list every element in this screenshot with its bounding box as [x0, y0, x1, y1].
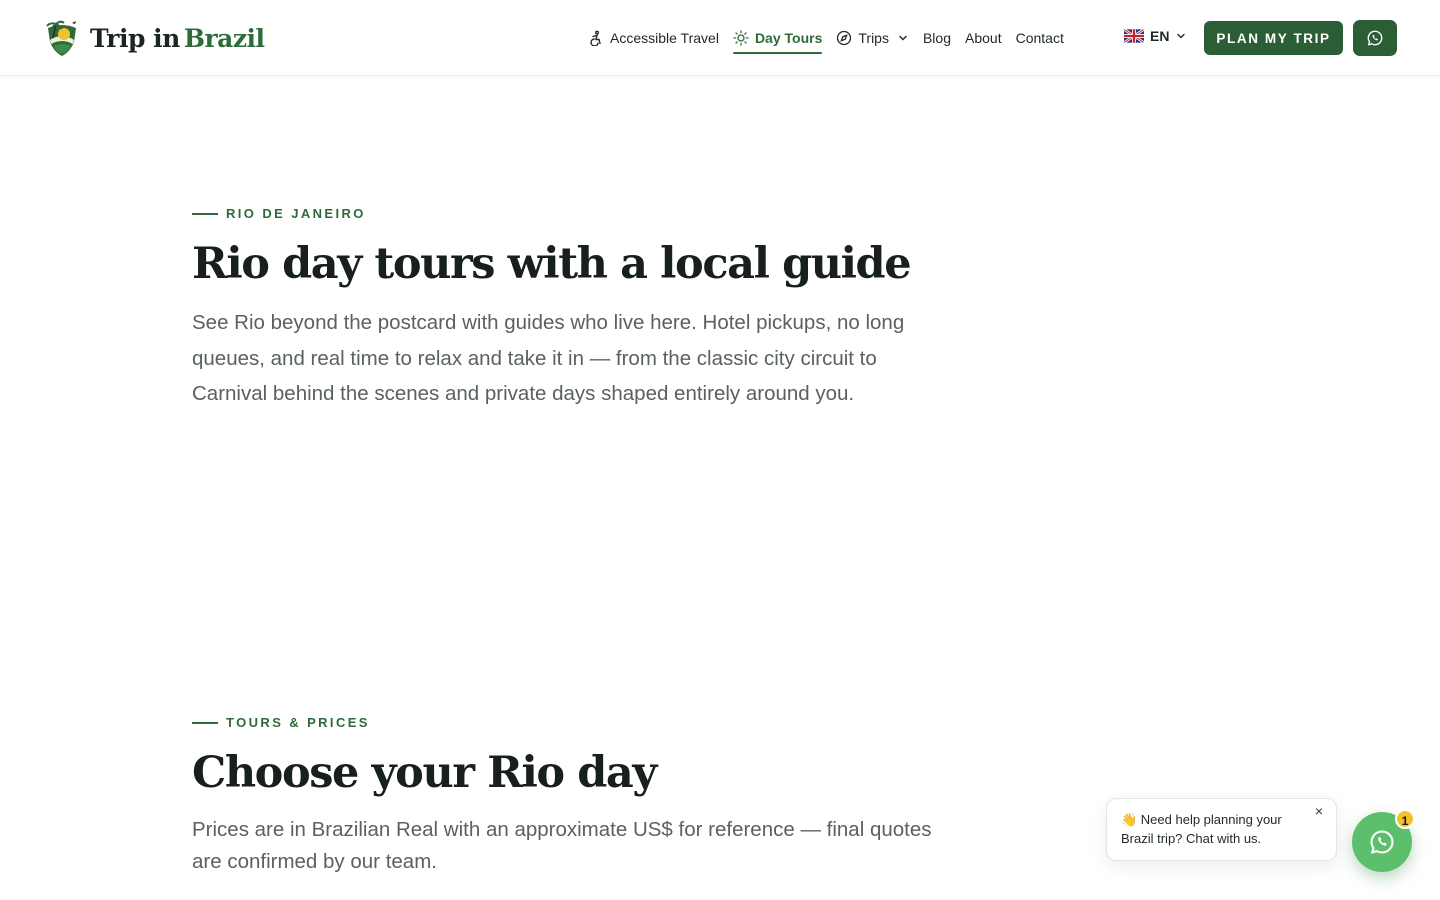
- nav-item-label: About: [965, 30, 1002, 46]
- hero-eyebrow-text: RIO DE JANEIRO: [226, 206, 366, 221]
- accessibility-icon: [588, 30, 604, 46]
- tours-title: Choose your Rio day: [192, 748, 656, 798]
- hero-lead: [192, 305, 1012, 412]
- nav-item-label: Day Tours: [754, 30, 823, 46]
- language-selector[interactable]: [1124, 28, 1187, 44]
- hero-lead-line: See Rio beyond the postcard with guides who live here. Hotel pickups, no long: [192, 311, 905, 334]
- site-header: [0, 0, 1440, 76]
- whatsapp-icon: [1366, 29, 1384, 47]
- chevron-down-icon: [1175, 30, 1187, 42]
- compass-icon: [836, 30, 852, 46]
- sun-icon: [733, 30, 749, 46]
- hero-lead-line: queues, and real time to relax and take it in — from the classic city circuit to: [192, 346, 877, 370]
- chat-prompt-line: 👋 Need help planning your: [1121, 812, 1282, 827]
- nav-item-label: Trips: [858, 30, 889, 46]
- brand-name: [90, 24, 265, 53]
- whatsapp-header-button[interactable]: [1353, 20, 1397, 56]
- eyebrow-line: [192, 722, 218, 724]
- language-code: EN: [1150, 28, 1170, 44]
- hero-lead-line: Carnival behind the scenes and private days shaped entirely around you.: [192, 382, 855, 405]
- tours-eyebrow-text: TOURS & PRICES: [226, 715, 370, 730]
- chat-prompt-card[interactable]: [1106, 798, 1337, 861]
- tours-eyebrow: [192, 715, 1012, 730]
- chat-prompt-line: Brazil trip? Chat with us.: [1121, 830, 1262, 846]
- tours-section: [192, 715, 1012, 878]
- hero-title: Rio day tours with a local guide: [192, 239, 911, 289]
- main-nav: [588, 26, 1078, 50]
- chat-close-button[interactable]: ×: [1314, 803, 1324, 819]
- uk-flag-icon: [1124, 29, 1144, 43]
- hero-section: [192, 206, 1012, 412]
- nav-item-trips[interactable]: [836, 26, 909, 50]
- nav-item-contact[interactable]: [1016, 26, 1064, 50]
- nav-item-day-tours[interactable]: [733, 26, 822, 50]
- nav-item-blog[interactable]: [923, 26, 951, 50]
- brand-logo[interactable]: [44, 18, 265, 58]
- hero-eyebrow: [192, 206, 1012, 221]
- tours-lead-line: are confirmed by our team.: [192, 850, 437, 873]
- chevron-down-icon: [897, 32, 909, 44]
- nav-item-label: Accessible Travel: [610, 30, 719, 46]
- brand-name-part1: Trip in: [90, 23, 180, 53]
- plan-my-trip-button[interactable]: PLAN MY TRIP: [1204, 21, 1343, 55]
- tours-lead: [192, 814, 1012, 878]
- tours-lead-line: Prices are in Brazilian Real with an approximate US$ for reference — final quotes: [192, 818, 932, 841]
- nav-item-label: Contact: [1015, 30, 1064, 46]
- nav-item-about[interactable]: [965, 26, 1002, 50]
- whatsapp-icon: [1368, 828, 1396, 856]
- palm-sun-badge-icon: [44, 18, 80, 58]
- eyebrow-line: [192, 213, 218, 215]
- brand-name-part2: Brazil: [183, 23, 265, 53]
- chat-notification-badge: 1: [1395, 809, 1415, 829]
- nav-item-label: Blog: [922, 30, 951, 46]
- nav-item-accessible-travel[interactable]: [588, 26, 719, 50]
